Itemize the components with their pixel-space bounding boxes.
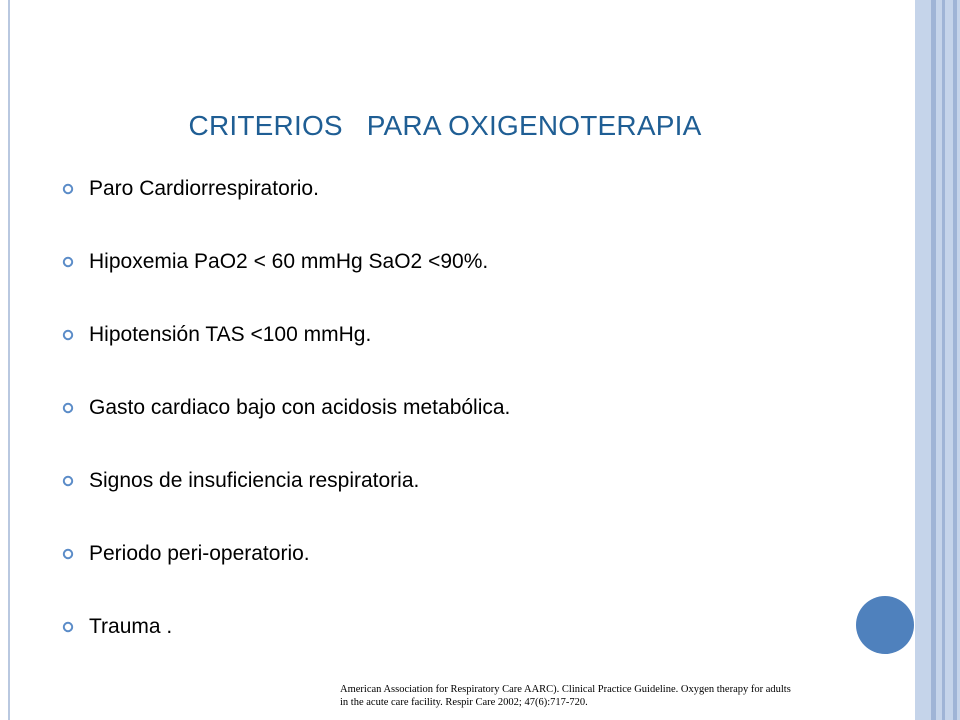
ring-bullet-icon xyxy=(62,329,74,341)
list-item-text: Hipotensión TAS <100 mmHg. xyxy=(89,322,372,346)
right-side-stripe xyxy=(942,0,945,720)
list-item xyxy=(62,316,510,353)
right-side-stripe xyxy=(953,0,957,720)
list-item xyxy=(62,535,510,572)
list-item xyxy=(62,170,510,207)
left-border-line xyxy=(8,0,10,720)
list-item-text: Trauma . xyxy=(89,614,173,638)
list-item xyxy=(62,243,510,280)
ring-bullet-icon xyxy=(62,621,74,633)
criteria-list xyxy=(62,170,510,681)
ring-bullet-icon xyxy=(62,183,74,195)
decorative-circle xyxy=(856,596,914,654)
ring-bullet-icon xyxy=(62,256,74,268)
list-item-text: Periodo peri-operatorio. xyxy=(89,541,310,565)
list-item xyxy=(62,462,510,499)
list-item-text: Hipoxemia PaO2 < 60 mmHg SaO2 <90%. xyxy=(89,249,489,273)
ring-bullet-icon xyxy=(62,475,74,487)
citation-text: American Association for Respiratory Care AARC). Clinical Practice Guideline. Oxygen therapy for adults in the acute care facility. Respir Care 2002; 47(6):717-720. xyxy=(340,684,791,708)
ring-bullet-icon xyxy=(62,548,74,560)
list-item xyxy=(62,608,510,645)
list-item-text: Signos de insuficiencia respiratoria. xyxy=(89,468,420,492)
ring-bullet-icon xyxy=(62,402,74,414)
list-item-text: Gasto cardiaco bajo con acidosis metabólica. xyxy=(89,395,511,419)
list-item xyxy=(62,389,510,426)
slide-title: CRITERIOS PARA OXIGENOTERAPIA xyxy=(188,110,702,141)
list-item-text: Paro Cardiorrespiratorio. xyxy=(89,176,319,200)
right-side-stripe xyxy=(931,0,936,720)
